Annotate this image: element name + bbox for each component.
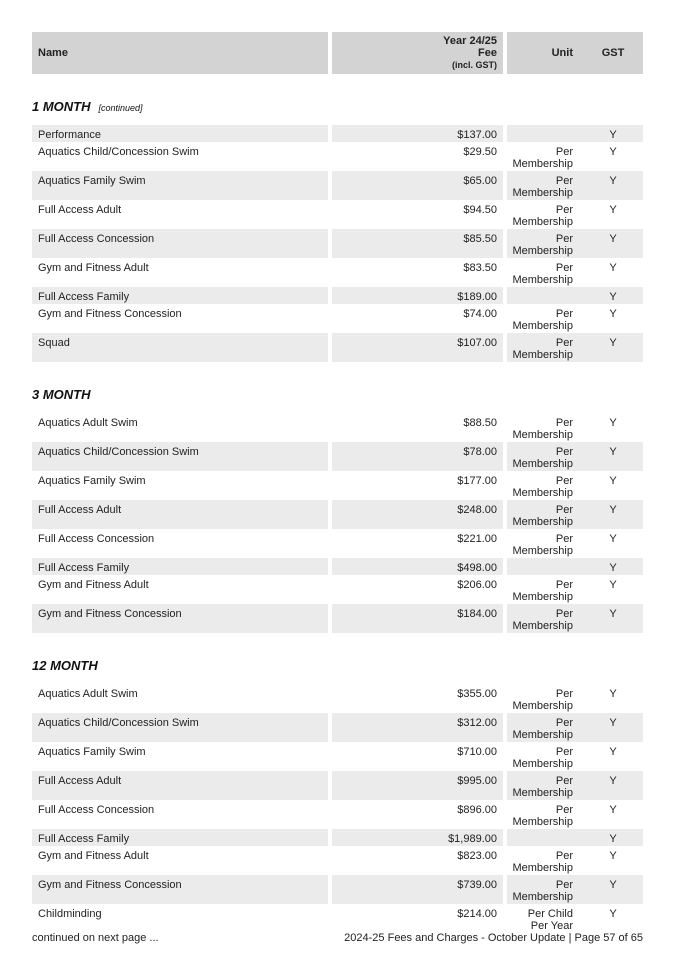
- row-unit-gst: [507, 800, 643, 829]
- row-gst: Y: [609, 562, 617, 574]
- page-footer: [32, 932, 643, 944]
- row-fee: $29.50: [463, 146, 497, 158]
- footer-page-info: 2024-25 Fees and Charges - October Update | Page 57 of 65: [344, 932, 643, 944]
- row-fee: $206.00: [457, 579, 497, 591]
- row-fee: $94.50: [463, 204, 497, 216]
- row-fee: $107.00: [332, 333, 503, 362]
- row-unit: Per Membership: [512, 775, 573, 799]
- row-gst: Y: [609, 608, 617, 620]
- row-gst: Y: [609, 233, 617, 245]
- table-row: [32, 684, 643, 713]
- row-unit-gst: [507, 846, 643, 875]
- row-name: Full Access Concession: [38, 533, 155, 545]
- row-unit: Per Membership: [512, 504, 573, 528]
- table-row: [32, 125, 643, 142]
- row-unit: Per Membership: [512, 533, 573, 557]
- row-gst: Y: [609, 262, 617, 274]
- row-gst: Y: [609, 417, 617, 429]
- row-unit-gst: [507, 684, 643, 713]
- row-unit-gst: [507, 333, 643, 362]
- table-row: [32, 413, 643, 442]
- row-unit-gst: [507, 442, 643, 471]
- row-fee: $896.00: [457, 804, 497, 816]
- row-fee: $189.00: [332, 287, 503, 304]
- row-unit: Per Membership: [512, 204, 573, 228]
- row-gst: Y: [609, 337, 617, 349]
- row-gst: Y: [609, 204, 617, 216]
- row-name: Full Access Adult: [38, 204, 122, 216]
- row-gst: Y: [609, 579, 617, 591]
- row-unit-gst: [507, 771, 643, 800]
- table-row: [32, 258, 643, 287]
- table-row: [32, 771, 643, 800]
- row-fee: $355.00: [457, 688, 497, 700]
- row-unit-gst: [507, 200, 643, 229]
- header-fee-line2: Fee: [478, 47, 497, 59]
- row-name: Aquatics Child/Concession Swim: [32, 713, 328, 742]
- row-fee: $221.00: [457, 533, 497, 545]
- section-title: [32, 659, 643, 673]
- table-row: [32, 442, 643, 471]
- row-unit-gst: [507, 258, 643, 287]
- row-unit: Per Membership: [512, 417, 573, 441]
- row-name: Aquatics Child/Concession Swim: [38, 146, 199, 158]
- row-name: Aquatics Child/Concession Swim: [32, 442, 328, 471]
- row-fee: $78.00: [332, 442, 503, 471]
- header-gst: GST: [575, 32, 643, 74]
- table-row: [32, 904, 643, 933]
- table-row: [32, 800, 643, 829]
- row-name: Full Access Adult: [32, 500, 328, 529]
- row-unit: Per Membership: [512, 175, 573, 199]
- row-unit-gst: [507, 229, 643, 258]
- table-row: [32, 142, 643, 171]
- row-fee: $184.00: [332, 604, 503, 633]
- row-unit: Per Membership: [512, 308, 573, 332]
- row-fee: $65.00: [332, 171, 503, 200]
- fee-sections: [32, 100, 643, 933]
- row-name: Aquatics Family Swim: [38, 746, 146, 758]
- table-row: [32, 604, 643, 633]
- row-unit: Per Membership: [512, 850, 573, 874]
- row-fee: $88.50: [463, 417, 497, 429]
- row-unit: Per Membership: [512, 446, 573, 470]
- row-unit-gst: [507, 904, 643, 933]
- row-gst: Y: [609, 504, 617, 516]
- row-fee: $710.00: [457, 746, 497, 758]
- row-fee: $498.00: [332, 558, 503, 575]
- table-row: [32, 471, 643, 500]
- section-note: [continued]: [98, 103, 143, 113]
- row-gst: Y: [609, 775, 617, 787]
- table-row: [32, 713, 643, 742]
- table-row: [32, 287, 643, 304]
- row-name: Full Access Family: [32, 287, 328, 304]
- table-header: [32, 32, 643, 74]
- row-unit: Per Membership: [512, 146, 573, 170]
- table-row: [32, 171, 643, 200]
- row-name: Full Access Family: [32, 829, 328, 846]
- section-title-text: 3 MONTH: [32, 387, 91, 402]
- row-unit-gst: [507, 171, 643, 200]
- row-unit-gst: [507, 413, 643, 442]
- header-name: Name: [32, 32, 328, 74]
- row-name: Full Access Concession: [38, 804, 155, 816]
- row-gst: Y: [609, 291, 617, 303]
- row-name: Aquatics Adult Swim: [38, 688, 138, 700]
- header-fee-line1: Year 24/25: [443, 35, 497, 47]
- row-name: Full Access Family: [32, 558, 328, 575]
- row-gst: Y: [609, 129, 617, 141]
- row-name: Gym and Fitness Adult: [38, 262, 149, 274]
- row-unit: Per Membership: [512, 262, 573, 286]
- row-name: Performance: [32, 125, 328, 142]
- row-unit-gst: [507, 713, 643, 742]
- row-name: Squad: [32, 333, 328, 362]
- row-fee: $214.00: [457, 908, 497, 920]
- row-name: Gym and Fitness Adult: [38, 579, 149, 591]
- row-unit: [507, 125, 575, 142]
- row-unit-gst: [507, 287, 643, 304]
- row-fee: $823.00: [457, 850, 497, 862]
- row-name: Gym and Fitness Concession: [32, 875, 328, 904]
- table-row: [32, 529, 643, 558]
- row-unit-gst: [507, 125, 643, 142]
- row-name: Gym and Fitness Adult: [38, 850, 149, 862]
- row-gst: Y: [609, 804, 617, 816]
- row-unit: Per Membership: [512, 688, 573, 712]
- row-unit-gst: [507, 142, 643, 171]
- row-unit: [507, 829, 575, 846]
- row-unit: Per Membership: [512, 233, 573, 257]
- table-row: [32, 875, 643, 904]
- table-row: [32, 558, 643, 575]
- fees-page: [32, 32, 643, 933]
- row-gst: Y: [609, 833, 617, 845]
- section-title-text: 1 MONTH: [32, 99, 91, 114]
- row-unit: Per Membership: [512, 746, 573, 770]
- row-unit: Per Membership: [512, 804, 573, 828]
- row-fee: $74.00: [463, 308, 497, 320]
- row-name: Aquatics Family Swim: [38, 475, 146, 487]
- row-name: Aquatics Family Swim: [32, 171, 328, 200]
- row-name: Gym and Fitness Concession: [32, 604, 328, 633]
- table-row: [32, 200, 643, 229]
- table-row: [32, 829, 643, 846]
- row-gst: Y: [609, 746, 617, 758]
- header-fee: [332, 32, 503, 74]
- header-fee-line3: (incl. GST): [452, 60, 497, 70]
- row-gst: Y: [609, 908, 617, 920]
- row-unit: [507, 558, 575, 575]
- row-gst: Y: [609, 475, 617, 487]
- row-gst: Y: [609, 446, 617, 458]
- table-row: [32, 500, 643, 529]
- header-unit: Unit: [507, 32, 575, 74]
- row-name: Childminding: [38, 908, 102, 920]
- row-unit: Per Membership: [512, 879, 573, 903]
- row-unit-gst: [507, 829, 643, 846]
- row-unit: Per Membership: [512, 337, 573, 361]
- row-unit-gst: [507, 500, 643, 529]
- table-row: [32, 846, 643, 875]
- row-name: Gym and Fitness Concession: [38, 308, 182, 320]
- row-unit-gst: [507, 304, 643, 333]
- table-row: [32, 304, 643, 333]
- row-unit: [507, 287, 575, 304]
- row-gst: Y: [609, 879, 617, 891]
- row-fee: $137.00: [332, 125, 503, 142]
- row-gst: Y: [609, 175, 617, 187]
- row-fee: $85.50: [332, 229, 503, 258]
- table-row: [32, 742, 643, 771]
- table-row: [32, 575, 643, 604]
- row-unit: Per Child Per Year: [527, 908, 573, 932]
- row-gst: Y: [609, 688, 617, 700]
- table-row: [32, 333, 643, 362]
- row-fee: $995.00: [332, 771, 503, 800]
- header-unit-gst: [507, 32, 643, 74]
- row-name: Full Access Adult: [32, 771, 328, 800]
- row-unit: Per Membership: [512, 475, 573, 499]
- row-unit-gst: [507, 575, 643, 604]
- row-unit-gst: [507, 529, 643, 558]
- row-fee: $312.00: [332, 713, 503, 742]
- table-row: [32, 229, 643, 258]
- section-title: [32, 100, 643, 114]
- row-gst: Y: [609, 533, 617, 545]
- row-unit: Per Membership: [512, 717, 573, 741]
- footer-continued: continued on next page ...: [32, 932, 159, 944]
- row-fee: $248.00: [332, 500, 503, 529]
- row-unit-gst: [507, 558, 643, 575]
- row-unit: Per Membership: [512, 579, 573, 603]
- row-gst: Y: [609, 717, 617, 729]
- row-unit-gst: [507, 604, 643, 633]
- section-title: [32, 388, 643, 402]
- row-fee: $177.00: [457, 475, 497, 487]
- row-unit-gst: [507, 471, 643, 500]
- row-fee: $1,989.00: [332, 829, 503, 846]
- section-title-text: 12 MONTH: [32, 658, 98, 673]
- row-gst: Y: [609, 146, 617, 158]
- row-unit: Per Membership: [512, 608, 573, 632]
- row-gst: Y: [609, 850, 617, 862]
- row-gst: Y: [609, 308, 617, 320]
- row-unit-gst: [507, 875, 643, 904]
- row-fee: $83.50: [463, 262, 497, 274]
- row-name: Aquatics Adult Swim: [38, 417, 138, 429]
- row-unit-gst: [507, 742, 643, 771]
- row-fee: $739.00: [332, 875, 503, 904]
- row-name: Full Access Concession: [32, 229, 328, 258]
